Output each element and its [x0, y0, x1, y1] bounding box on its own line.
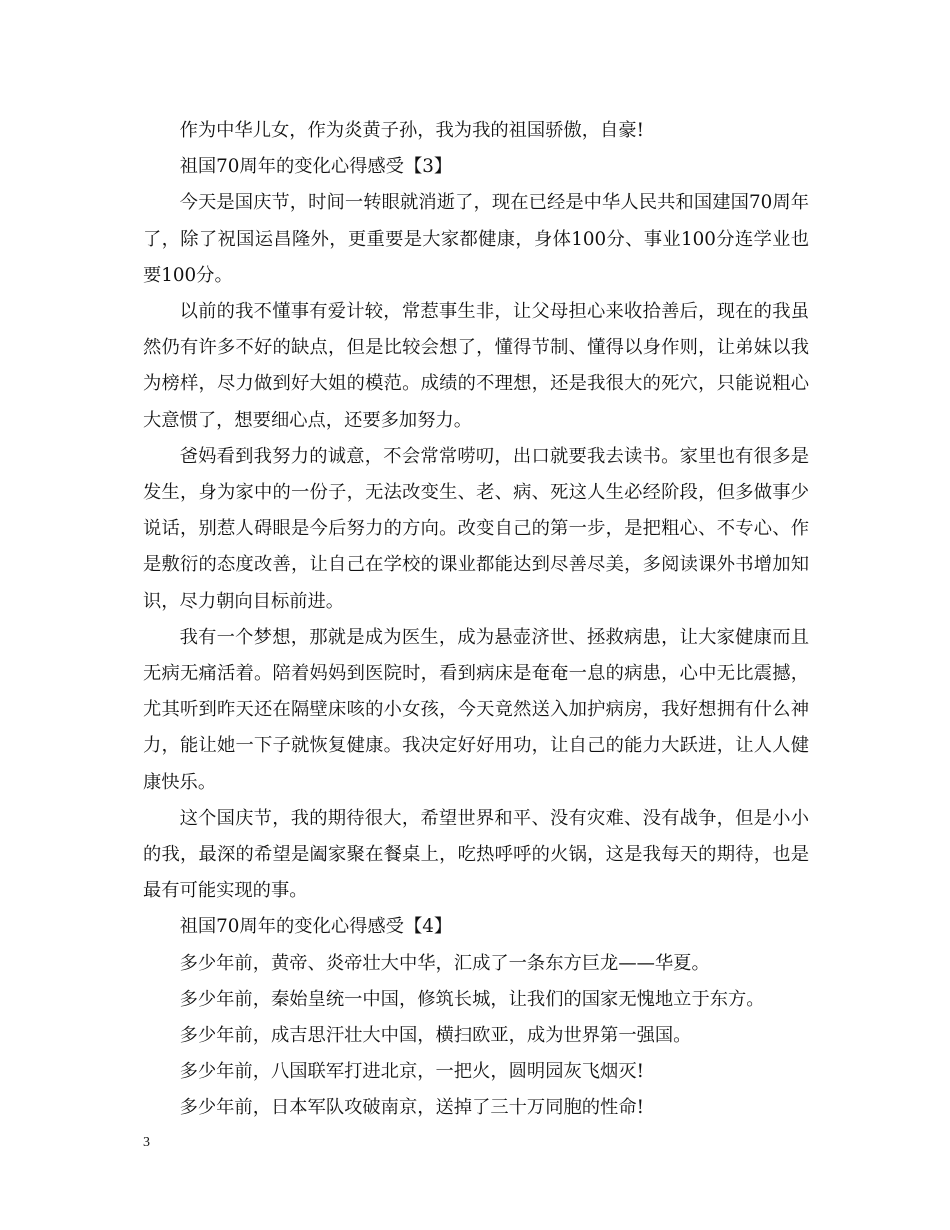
body-paragraph: 我有一个梦想，那就是成为医生，成为悬壶济世、拯救病患，让大家健康而且无病无痛活着。陪着妈妈到医院时，看到病床是奄奄一息的病患，心中无比震撼，尤其听到昨天还在隔壁床咳的小女孩，今天竟然送入加护病房，我好想拥有什么神力，能让她一下子就恢复健康。我决定好好用功，让自己的能力大跃进，让人人健康快乐。	[143, 626, 809, 793]
section-heading-3: 祖国70周年的变化心得感受【3】	[179, 156, 453, 178]
body-paragraph: 多少年前，日本军队攻破南京，送掉了三十万同胞的性命!	[179, 1097, 644, 1119]
closing-paragraph: 作为中华儿女，作为炎黄子孙，我为我的祖国骄傲，自豪!	[179, 120, 644, 141]
section-heading-4: 祖国70周年的变化心得感受【4】	[179, 916, 453, 938]
body-paragraph: 多少年前，成吉思汗壮大中国，横扫欧亚，成为世界第一强国。	[179, 1025, 692, 1047]
body-paragraph: 多少年前，八国联军打进北京，一把火，圆明园灰飞烟灭!	[179, 1061, 644, 1083]
body-paragraph: 今天是国庆节，时间一转眼就消逝了，现在已经是中华人民共和国建国70周年了，除了祝国运昌隆外，更重要是大家都健康，身体100分、事业100分连学业也要100分。	[143, 192, 809, 286]
body-paragraph: 多少年前，秦始皇统一中国，修筑长城，让我们的国家无愧地立于东方。	[179, 988, 765, 1010]
body-paragraph: 爸妈看到我努力的诚意，不会常常唠叨，出口就要我去读书。家里也有很多是发生，身为家中的一份子，无法改变生、老、病、死这人生必经阶段，但多做事少说话，别惹人碍眼是今后努力的方向。改变自己的第一步，是把粗心、不专心、作是敷衍的态度改善，让自己在学校的课业都能达到尽善尽美，多阅读课外书增加知识，尽力朝向目标前进。	[143, 445, 809, 612]
page-number: 3	[143, 1135, 150, 1150]
body-paragraph: 以前的我不懂事有爱计较，常惹事生非，让父母担心来收拾善后，现在的我虽然仍有许多不好的缺点，但是比较会想了，懂得节制、懂得以身作则，让弟妹以我为榜样，尽力做到好大姐的模范。成绩的不理想，还是我很大的死穴，只能说粗心大意惯了，想要细心点，还要多加努力。	[143, 301, 809, 431]
body-paragraph: 这个国庆节，我的期待很大，希望世界和平、没有灾难、没有战争，但是小小的我，最深的希望是阖家聚在餐桌上，吃热呼呼的火锅，这是我每天的期待，也是最有可能实现的事。	[143, 807, 809, 902]
body-paragraph: 多少年前，黄帝、炎帝壮大中华，汇成了一条东方巨龙——华夏。	[179, 952, 710, 974]
document-body	[143, 113, 809, 1127]
